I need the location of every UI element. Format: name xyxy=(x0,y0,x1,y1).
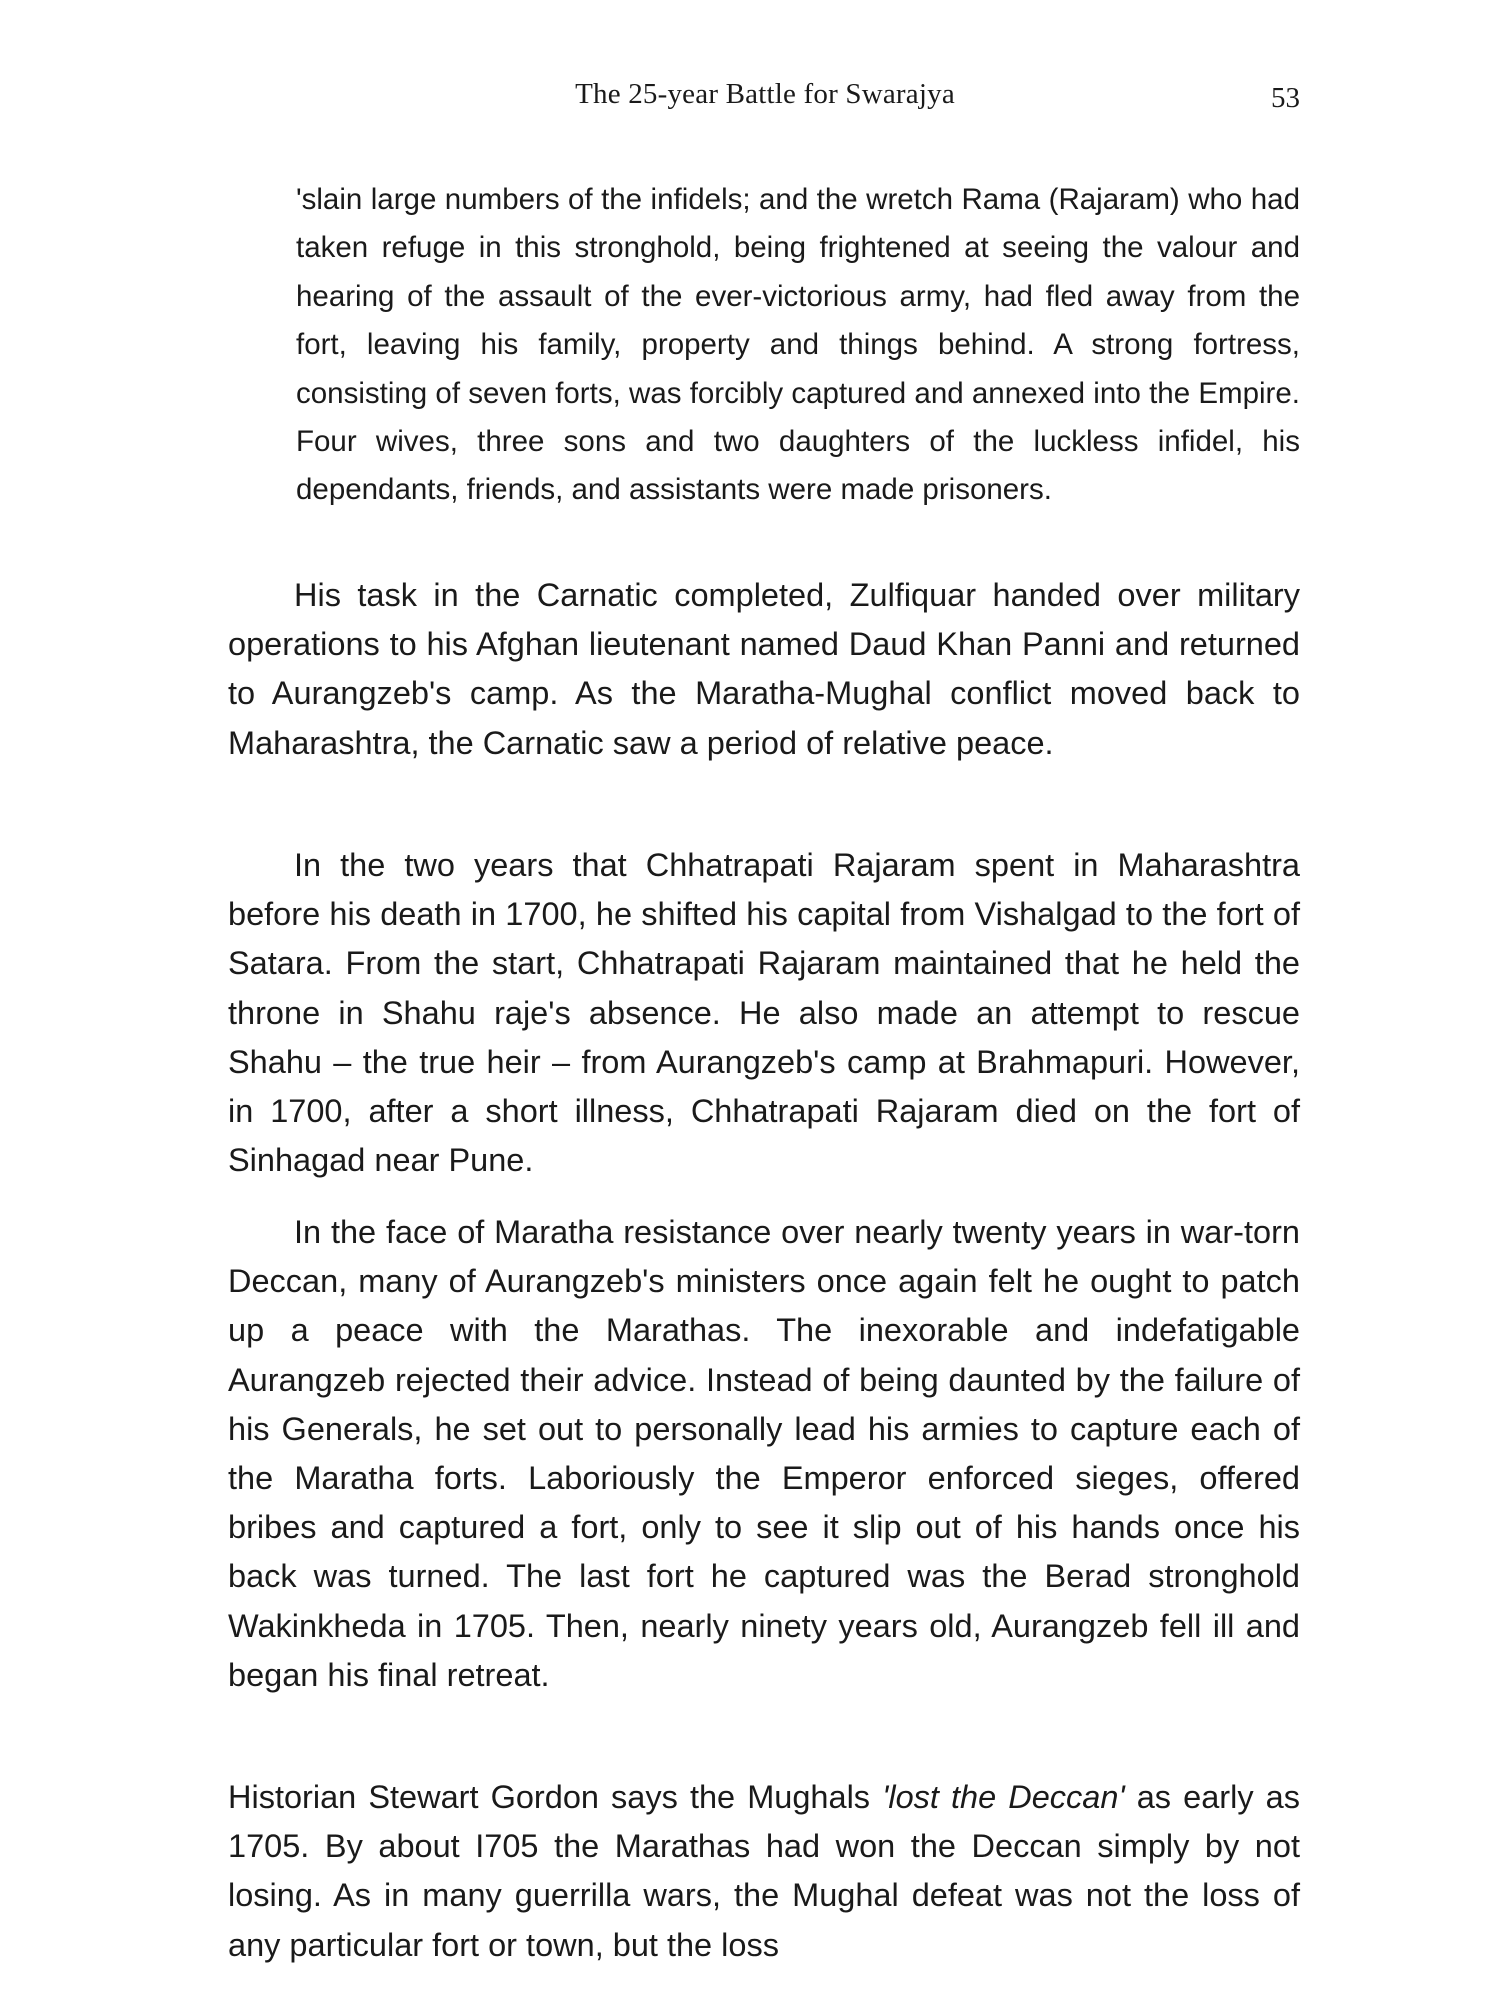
closing-text-start: Historian Stewart Gordon says the Mughals xyxy=(228,1779,883,1815)
closing-text-end: as early as 1705. By about I705 the Marathas had won the Deccan simply by not losing. As in many guerrilla wars, the Mughal defeat was not the loss of any particular fort or town, but the loss xyxy=(228,1779,1300,1963)
paragraph-text: In the two years that Chhatrapati Rajaram spent in Maharashtra before his death in 1700, he shifted his capital from Vishalgad to the fort of Satara. From the start, Chhatrapati Rajaram maintained that he held the throne in Shahu raje's absence. He also made an attempt to rescue Shahu – the true heir – from Aurangzeb's camp at Brahmapuri. However, in 1700, after a short illness, Chhatrapati Rajaram died on the fort of Sinhagad near Pune. xyxy=(228,847,1300,1179)
running-header xyxy=(230,78,1300,122)
quote-text: 'slain large numbers of the infidels; and the wretch Rama (Rajaram) who had taken refuge in this stronghold, being frightened at seeing the valour and hearing of the assault of the ever-victorious army, had fled away from the fort, leaving his family, property and things behind. A strong fortress, consisting of seven forts, was forcibly captured and annexed into the Empire. Four wives, three sons and two daughters of the luckless infidel, his dependants, friends, and assistants were made prisoners. xyxy=(296,183,1300,507)
paragraph xyxy=(228,571,1300,768)
paragraph-text: In the face of Maratha resistance over nearly twenty years in war-torn Deccan, many of Aurangzeb's ministers once again felt he ought to patch up a peace with the Marathas. The inexorable and indefatigable Aurangzeb rejected their advice. Instead of being daunted by the failure of his Generals, he set out to personally lead his armies to capture each of the Maratha forts. Laboriously the Emperor enforced sieges, offered bribes and captured a fort, only to see it slip out of his hands once his back was turned. The last fort he captured was the Berad stronghold Wakinkheda in 1705. Then, nearly ninety years old, Aurangzeb fell ill and began his final retreat. xyxy=(228,1214,1300,1693)
closing-paragraph-text xyxy=(228,1773,1300,1970)
page-number: 53 xyxy=(1271,82,1300,114)
paragraph xyxy=(228,841,1300,1185)
block-quote xyxy=(296,176,1300,515)
italic-quote: 'lost the Deccan' xyxy=(882,1779,1125,1815)
paragraph xyxy=(228,1208,1300,1700)
closing-paragraph xyxy=(228,1773,1300,1970)
running-title: The 25-year Battle for Swarajya xyxy=(575,78,955,110)
paragraph-text: His task in the Carnatic completed, Zulfiquar handed over military operations to his Afghan lieutenant named Daud Khan Panni and returned to Aurangzeb's camp. As the Maratha-Mughal conflict moved back to Maharashtra, the Carnatic saw a period of relative peace. xyxy=(228,577,1300,761)
